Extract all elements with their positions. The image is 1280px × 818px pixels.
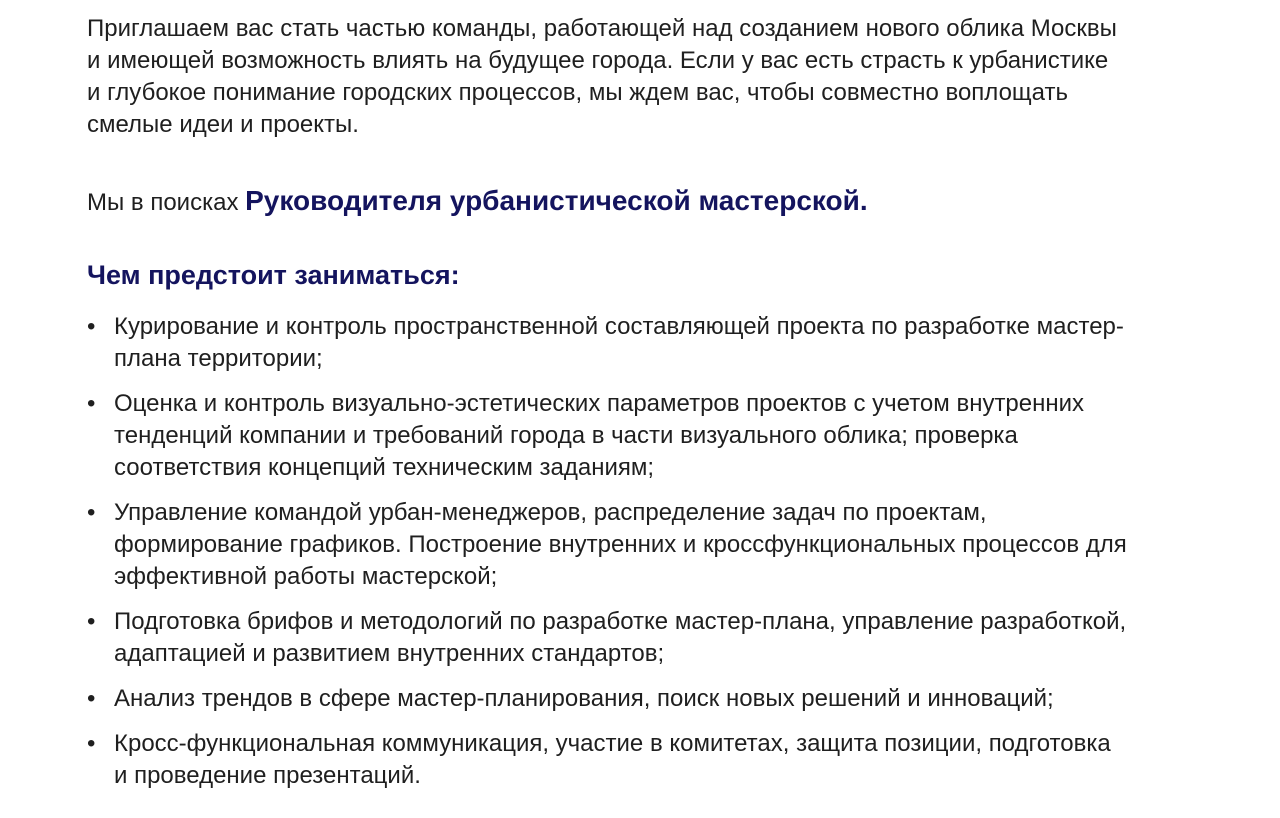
bullet-icon: • [87, 390, 96, 417]
list-item-line: тенденций компании и требований города в части визуального облика; проверка [114, 422, 1018, 449]
job-title: Руководителя урбанистической мастерской. [245, 185, 868, 216]
intro-line: и глубокое понимание городских процессов, мы ждем вас, чтобы совместно воплощать [87, 79, 1068, 106]
list-item [87, 728, 1167, 792]
list-item-line: Курирование и контроль пространственной составляющей проекта по разработке мастер- [114, 313, 1124, 340]
intro-line: смелые идеи и проекты. [87, 111, 359, 138]
list-item [87, 497, 1167, 593]
seeking-prefix: Мы в поисках [87, 189, 246, 216]
seeking-line [87, 185, 1167, 219]
list-item-line: Подготовка брифов и методологий по разработке мастер-плана, управление разработкой, [114, 608, 1127, 635]
bullet-icon: • [87, 730, 96, 757]
list-item-line: плана территории; [114, 345, 323, 372]
list-item-line: Кросс-функциональная коммуникация, участие в комитетах, защита позиции, подготовка [114, 730, 1111, 757]
list-item [87, 311, 1167, 375]
list-item [87, 606, 1167, 670]
bullet-icon: • [87, 313, 96, 340]
bullet-icon: • [87, 608, 96, 635]
list-item-line: Управление командой урбан-менеджеров, распределение задач по проектам, [114, 499, 987, 526]
list-item [87, 388, 1167, 484]
list-item-line: Оценка и контроль визуально-эстетических параметров проектов с учетом внутренних [114, 390, 1085, 417]
list-item-line: соответствия концепций техническим заданиям; [114, 454, 655, 481]
bullet-icon: • [87, 499, 96, 526]
responsibilities-list [87, 311, 1167, 792]
list-item-line: и проведение презентаций. [114, 762, 421, 789]
intro-paragraph [87, 13, 1167, 141]
list-item-line: адаптацией и развитием внутренних стандартов; [114, 640, 665, 667]
intro-line: Приглашаем вас стать частью команды, работающей над созданием нового облика Москвы [87, 15, 1117, 42]
list-item-line: эффективной работы мастерской; [114, 563, 498, 590]
bullet-icon: • [87, 685, 96, 712]
list-item-line: формирование графиков. Построение внутренних и кроссфункциональных процессов для [114, 531, 1127, 558]
intro-line: и имеющей возможность влиять на будущее города. Если у вас есть страсть к урбанистике [87, 47, 1109, 74]
responsibilities-heading: Чем предстоит заниматься: [87, 260, 460, 290]
list-item-line: Анализ трендов в сфере мастер-планирования, поиск новых решений и инноваций; [114, 685, 1054, 712]
vacancy-document [87, 13, 1167, 805]
list-item [87, 683, 1167, 715]
